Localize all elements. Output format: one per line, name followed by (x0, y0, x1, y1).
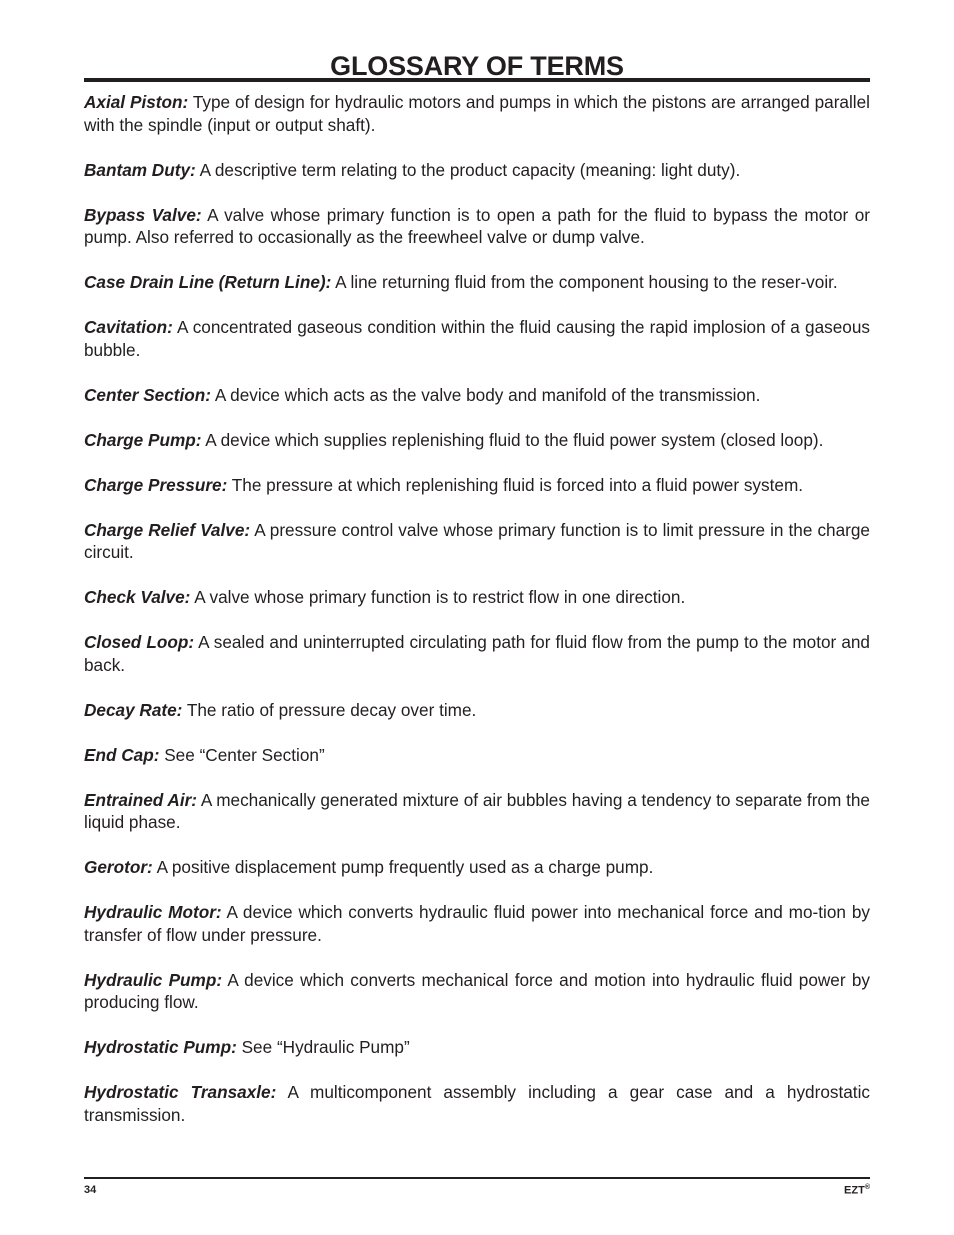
glossary-term: Entrained Air: (84, 789, 198, 810)
glossary-entry-hydrostatic-pump (84, 1036, 870, 1059)
glossary-entry-charge-pump (84, 429, 870, 452)
glossary-term: Axial Piston: (84, 92, 189, 112)
glossary-entry-hydrostatic-transaxle (84, 1081, 870, 1126)
glossary-definition: The ratio of pressure decay over time. (186, 699, 477, 720)
glossary-entry-closed-loop (84, 631, 870, 676)
glossary-term: Charge Pump: (84, 429, 202, 450)
glossary-term: Case Drain Line (Return Line): (84, 272, 332, 292)
glossary-definition: See “Hydraulic Pump” (241, 1037, 410, 1057)
glossary-definition: A valve whose primary function is to restrict flow in one direction. (194, 587, 686, 607)
glossary-term: Hydrostatic Transaxle: (84, 1082, 277, 1102)
glossary-definition: A descriptive term relating to the product capacity (meaning: light duty). (199, 159, 741, 180)
glossary-definition: A concentrated gaseous condition within the fluid causing the rapid implosion of a gaseous bubble. (84, 317, 870, 360)
glossary-term: Closed Loop: (84, 632, 195, 652)
page-title: GLOSSARY OF TERMS (330, 51, 624, 81)
registered-mark: ® (864, 1184, 870, 1191)
glossary-definition: Type of design for hydraulic motors and pumps in which the pistons are arranged parallel with the spindle (input or output shaft). (84, 92, 870, 135)
glossary-list (84, 91, 870, 1126)
glossary-term: Hydraulic Pump: (84, 969, 223, 990)
glossary-entry-case-drain-line (84, 271, 870, 294)
glossary-entry-hydraulic-pump (84, 969, 870, 1014)
glossary-term: Hydraulic Motor: (84, 902, 222, 922)
glossary-entry-decay-rate (84, 699, 870, 722)
glossary-entry-gerotor (84, 856, 870, 879)
footer-rule (84, 1177, 870, 1179)
glossary-term: Charge Pressure: (84, 474, 228, 495)
glossary-term: Bantam Duty: (84, 159, 196, 180)
glossary-entry-end-cap (84, 744, 870, 767)
glossary-term: Decay Rate: (84, 699, 183, 720)
glossary-term: Check Valve: (84, 587, 191, 607)
glossary-term: Center Section: (84, 384, 212, 405)
glossary-term: Cavitation: (84, 317, 173, 337)
glossary-entry-bypass-valve (84, 204, 870, 249)
glossary-entry-center-section (84, 384, 870, 407)
glossary-term: Charge Relief Valve: (84, 519, 251, 540)
glossary-entry-hydraulic-motor (84, 901, 870, 946)
glossary-definition: A positive displacement pump frequently used as a charge pump. (156, 857, 654, 877)
glossary-entry-entrained-air (84, 789, 870, 834)
glossary-entry-bantam-duty (84, 159, 870, 182)
glossary-term: End Cap: (84, 744, 160, 765)
glossary-definition: A multicomponent assembly including a gear case and a hydrostatic transmission. (84, 1082, 870, 1125)
glossary-definition: A device which supplies replenishing fluid to the fluid power system (closed loop). (205, 429, 824, 450)
glossary-term: Hydrostatic Pump: (84, 1037, 237, 1057)
glossary-definition: A pressure control valve whose primary function is to limit pressure in the charge circuit. (84, 519, 870, 562)
page-number: 34 (84, 1184, 97, 1196)
glossary-definition: A valve whose primary function is to open a path for the fluid to bypass the motor or pump. Also referred to occasionally as the freewheel valve or dump valve. (84, 204, 870, 247)
glossary-term: Bypass Valve: (84, 204, 202, 225)
glossary-definition: The pressure at which replenishing fluid is forced into a fluid power system. (231, 474, 804, 495)
glossary-entry-check-valve (84, 586, 870, 609)
glossary-term: Gerotor: (84, 857, 153, 877)
glossary-definition: A sealed and uninterrupted circulating path for fluid flow from the pump to the motor and back. (84, 632, 870, 675)
glossary-definition: A device which acts as the valve body and manifold of the transmission. (214, 384, 761, 405)
glossary-definition: A device which converts mechanical force and motion into hydraulic fluid power by producing flow. (84, 969, 870, 1012)
glossary-definition: See “Center Section” (164, 744, 325, 765)
glossary-entry-cavitation (84, 316, 870, 361)
footer-brand (844, 1184, 870, 1197)
glossary-definition: A device which converts hydraulic fluid power into mechanical force and mo-tion by transfer of flow under pressure. (84, 902, 870, 945)
glossary-entry-charge-pressure (84, 474, 870, 497)
glossary-definition: A mechanically generated mixture of air bubbles having a tendency to separate from the liquid phase. (84, 789, 870, 832)
glossary-definition: A line returning fluid from the component housing to the reser-voir. (335, 272, 838, 292)
glossary-entry-charge-relief-valve (84, 519, 870, 564)
brand-name: EZT (844, 1184, 865, 1197)
glossary-entry-axial-piston (84, 91, 870, 136)
